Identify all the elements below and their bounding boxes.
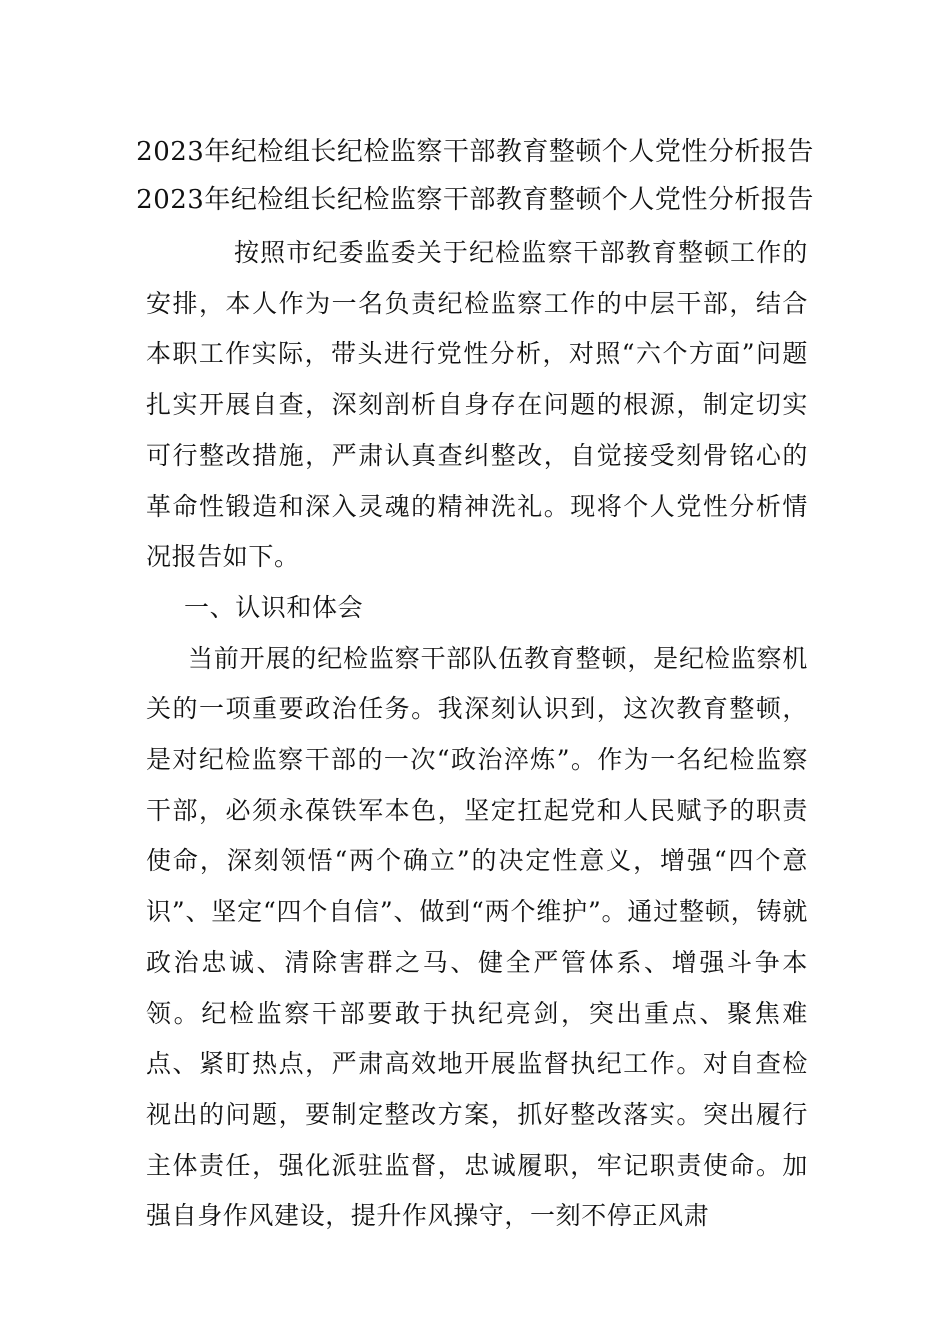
document-title: 2023年纪检组长纪检监察干部教育整顿个人党性分析报告 — [136, 137, 814, 167]
section-heading: 一、认识和体会 — [184, 592, 364, 622]
document-body — [146, 228, 808, 1242]
document-title-repeat: 2023年纪检组长纪检监察干部教育整顿个人党性分析报告 — [136, 185, 814, 215]
intro-paragraph: 按照市纪委监委关于纪检监察干部教育整顿工作的安排，本人作为一名负责纪检监察工作的中层干部，结合本职工作实际，带头进行党性分析，对照“六个方面”问题扎实开展自查，深刻剖析自身存在问题的根源，制定切实可行整改措施，严肃认真查纠整改，自觉接受刻骨铭心的革命性锻造和深入灵魂的精神洗礼。现将个人党性分析情况报告如下。 — [146, 238, 808, 572]
body-paragraph: 当前开展的纪检监察干部队伍教育整顿，是纪检监察机关的一项重要政治任务。我深刻认识到，这次教育整顿，是对纪检监察干部的一次“政治淬炼”。作为一名纪检监察干部，必须永葆铁军本色，坚定扛起党和人民赋予的职责使命，深刻领悟“两个确立”的决定性意义，增强“四个意识”、坚定“四个自信”、做到“两个维护”。通过整顿，铸就政治忠诚、清除害群之马、健全严管体系、增强斗争本领。纪检监察干部要敢于执纪亮剑，突出重点、聚焦难点、紧盯热点，严肃高效地开展监督执纪工作。对自查检视出的问题，要制定整改方案，抓好整改落实。突出履行主体责任，强化派驻监督，忠诚履职，牢记职责使命。加强自身作风建设，提升作风操守，一刻不停正风肃 — [146, 643, 808, 1231]
